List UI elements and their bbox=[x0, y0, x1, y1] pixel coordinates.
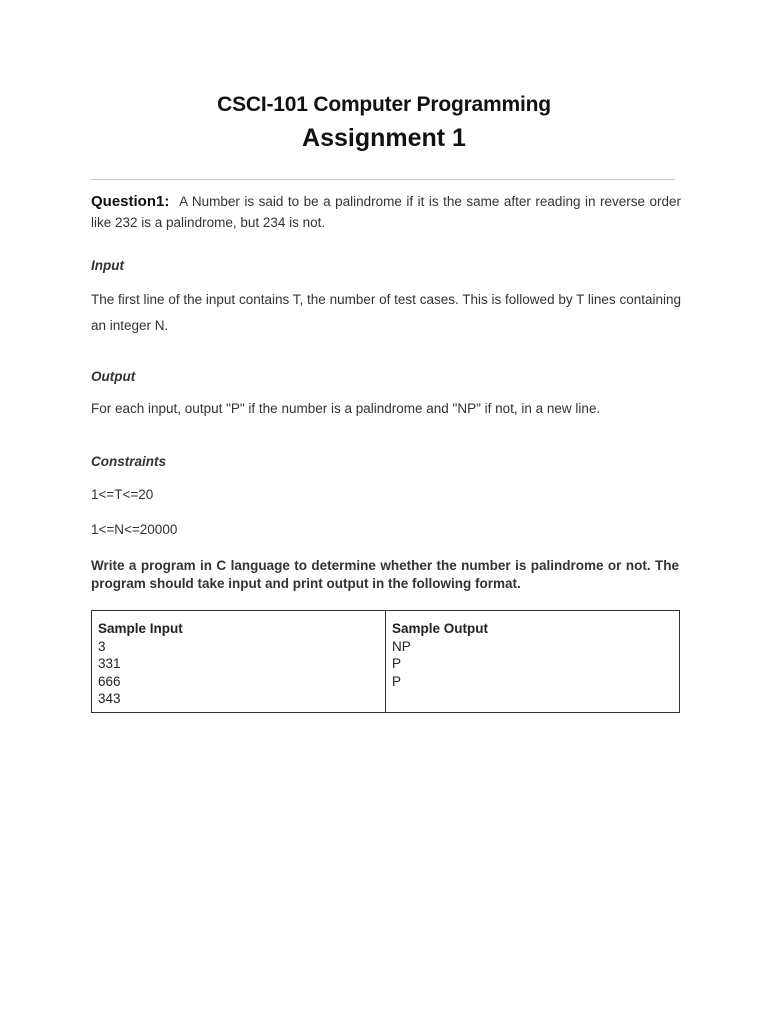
sample-output-cell bbox=[386, 611, 680, 713]
constraint-t: 1<=T<=20 bbox=[91, 487, 154, 502]
input-heading: Input bbox=[91, 258, 124, 273]
sample-io-table bbox=[91, 610, 680, 713]
output-heading: Output bbox=[91, 369, 136, 384]
title-divider bbox=[91, 179, 675, 180]
input-description: The first line of the input contains T, the number of test cases. This is followed by T lines containing an integer N. bbox=[91, 292, 681, 333]
constraint-n: 1<=N<=20000 bbox=[91, 522, 178, 537]
table-row bbox=[92, 611, 680, 713]
sample-input-line: 343 bbox=[98, 691, 121, 706]
question-text: A Number is said to be a palindrome if it is the same after reading in reverse order like 232 is a palindrome, but 234 is not. bbox=[91, 194, 681, 230]
sample-input-cell bbox=[92, 611, 386, 713]
sample-input-line: 666 bbox=[98, 673, 121, 689]
course-title: CSCI-101 Computer Programming bbox=[217, 93, 551, 116]
assignment-title: Assignment 1 bbox=[302, 124, 466, 152]
sample-output-line: P bbox=[392, 656, 402, 671]
sample-input-line: 3 bbox=[98, 638, 106, 654]
output-description: For each input, output "P" if the number is a palindrome and "NP" if not, in a new line. bbox=[91, 401, 601, 416]
question-label: Question1: bbox=[91, 193, 170, 210]
constraints-heading: Constraints bbox=[91, 454, 167, 469]
sample-input-header: Sample Input bbox=[98, 621, 183, 636]
question-paragraph bbox=[91, 191, 681, 233]
sample-output-header: Sample Output bbox=[392, 621, 489, 636]
instruction-text: Write a program in C language to determine whether the number is palindrome or not. The program should take input and print output in the following format. bbox=[91, 558, 679, 591]
sample-input-line: 331 bbox=[98, 656, 121, 671]
sample-output-line: P bbox=[392, 673, 402, 689]
sample-output-line: NP bbox=[392, 638, 411, 654]
